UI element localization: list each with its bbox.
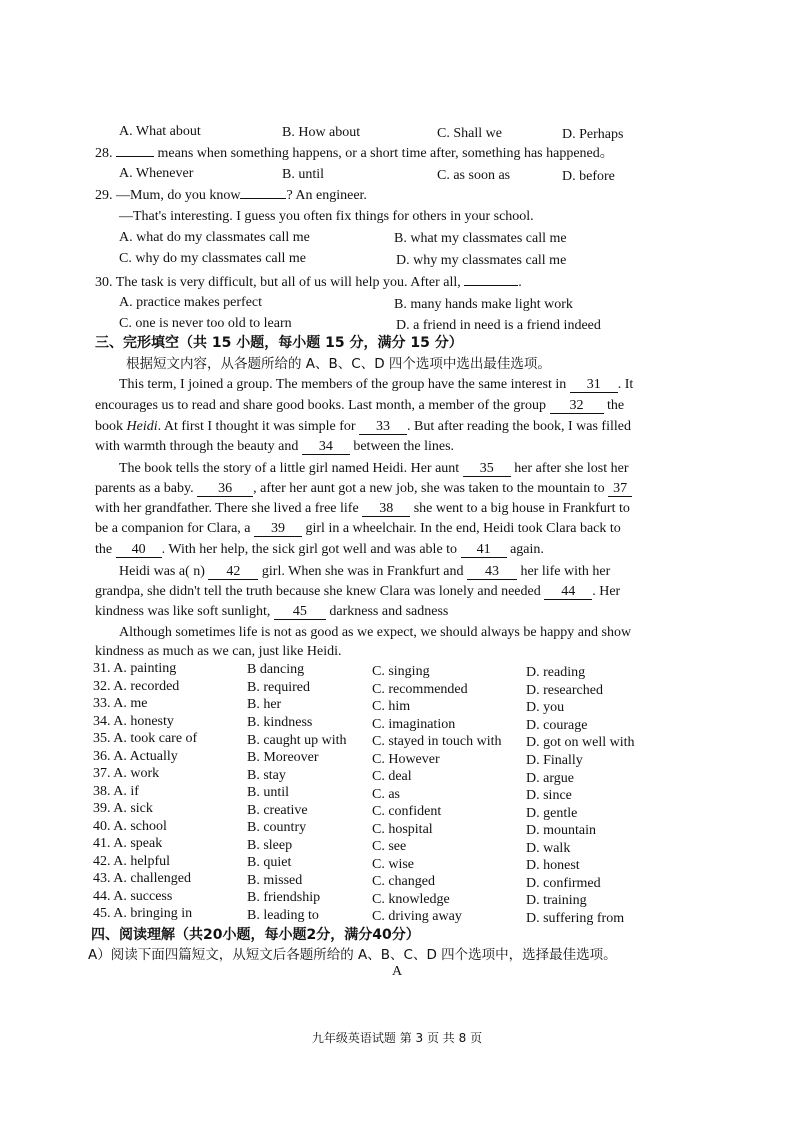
cloze-line-14: kindness as much as we can, just like Heidi. <box>95 644 342 659</box>
text: . With her help, the sick girl got well and was able to <box>161 542 458 557</box>
blank-35: 35 <box>463 462 511 477</box>
opt-41-d: D. walk <box>526 841 571 856</box>
cloze-line-12 <box>95 603 448 621</box>
opt-37-c: C. deal <box>372 769 412 784</box>
opt-36-d: D. Finally <box>526 753 583 768</box>
text: with warmth through the beauty and <box>95 439 299 454</box>
opt-37-d: D. argue <box>526 771 574 786</box>
q28-option-a: A. Whenever <box>119 166 194 181</box>
q30-option-a: A. practice makes perfect <box>119 295 263 310</box>
opt-45-a: 45. A. bringing in <box>93 906 193 921</box>
blank-31: 31 <box>570 378 618 393</box>
text: kindness was like soft sunlight, <box>95 604 271 619</box>
q29-line2: —That's interesting. I guess you often fix things for others in your school. <box>119 209 534 224</box>
q29-stem <box>95 187 367 205</box>
q29-option-c: C. why do my classmates call me <box>119 251 307 266</box>
opt-44-d: D. training <box>526 893 587 908</box>
cloze-line-13: Although sometimes life is not as good as we expect, we should always be happy and show <box>119 625 632 640</box>
q30-text: The task is very difficult, but all of us will help you. After all, <box>115 275 461 290</box>
text: her after she lost her <box>514 461 629 476</box>
cloze-line-8 <box>95 520 621 538</box>
opt-38-d: D. since <box>526 788 572 803</box>
opt-31-c: C. singing <box>372 664 430 679</box>
opt-41-c: C. see <box>372 839 407 854</box>
text: with her grandfather. There she lived a free life <box>95 501 359 516</box>
q27-option-a: A. What about <box>119 124 201 139</box>
text: . But after reading the book, I was filled <box>407 419 631 434</box>
opt-34-a: 34. A. honesty <box>93 714 174 729</box>
blank-42: 42 <box>208 565 258 580</box>
opt-34-c: C. imagination <box>372 717 456 732</box>
cloze-line-5 <box>119 460 629 478</box>
opt-41-a: 41. A. speak <box>93 836 163 851</box>
q29-number: 29. <box>95 188 113 203</box>
opt-36-a: 36. A. Actually <box>93 749 178 764</box>
cloze-line-7 <box>95 500 630 518</box>
opt-43-d: D. confirmed <box>526 876 601 891</box>
text: the <box>95 542 113 557</box>
text: grandpa, she didn't tell the truth because she knew Clara was lonely and needed <box>95 584 541 599</box>
q28-blank <box>116 156 154 157</box>
cloze-line-9 <box>95 541 544 559</box>
opt-38-a: 38. A. if <box>93 784 139 799</box>
blank-40: 40 <box>116 543 162 558</box>
opt-39-d: D. gentle <box>526 806 578 821</box>
opt-40-c: C. hospital <box>372 822 433 837</box>
q30-option-b: B. many hands make light work <box>394 297 573 312</box>
q28-option-d: D. before <box>562 169 615 184</box>
opt-32-d: D. researched <box>526 683 603 698</box>
blank-34: 34 <box>302 440 350 455</box>
blank-39: 39 <box>254 522 302 537</box>
blank-33: 33 <box>359 420 407 435</box>
opt-42-b: B. quiet <box>247 855 292 870</box>
q30-number: 30. <box>95 275 113 290</box>
opt-36-c: C. However <box>372 752 440 767</box>
opt-42-a: 42. A. helpful <box>93 854 170 869</box>
text: The book tells the story of a little girl named Heidi. Her aunt <box>119 461 460 476</box>
blank-43: 43 <box>467 565 517 580</box>
opt-33-d: D. you <box>526 700 565 715</box>
text: This term, I joined a group. The members of the group have the same interest in <box>119 377 567 392</box>
q27-option-b: B. How about <box>282 125 361 140</box>
text: encourages us to read and share good books. Last month, a member of the group <box>95 398 546 413</box>
opt-43-b: B. missed <box>247 873 303 888</box>
opt-35-d: D. got on well with <box>526 735 635 750</box>
q30-option-d: D. a friend in need is a friend indeed <box>396 318 601 333</box>
opt-32-c: C. recommended <box>372 682 468 697</box>
opt-43-c: C. changed <box>372 874 435 889</box>
opt-39-c: C. confident <box>372 804 442 819</box>
blank-38: 38 <box>362 502 410 517</box>
text: again. <box>510 542 544 557</box>
opt-44-a: 44. A. success <box>93 889 173 904</box>
blank-32: 32 <box>550 399 604 414</box>
page-footer: 九年级英语试题 第 3 页 共 8 页 <box>311 1031 483 1045</box>
opt-40-b: B. country <box>247 820 307 835</box>
text: Heidi was a( n) <box>119 564 205 579</box>
q30-option-c: C. one is never too old to learn <box>119 316 292 331</box>
q29-option-a: A. what do my classmates call me <box>119 230 310 245</box>
opt-31-a: 31. A. painting <box>93 661 177 676</box>
cloze-line-11 <box>95 583 620 601</box>
opt-42-c: C. wise <box>372 857 414 872</box>
opt-31-b: B dancing <box>247 662 305 677</box>
text: . It <box>617 377 634 392</box>
q30-blank <box>464 285 518 286</box>
text: be a companion for Clara, a <box>95 521 251 536</box>
opt-41-b: B. sleep <box>247 838 293 853</box>
opt-36-b: B. Moreover <box>247 750 319 765</box>
opt-40-d: D. mountain <box>526 823 596 838</box>
blank-41: 41 <box>461 543 507 558</box>
cloze-instruction: 根据短文内容，从各题所给的 A、B、C、D 四个选项中选出最佳选项。 <box>126 356 551 372</box>
cloze-line-3 <box>95 418 631 436</box>
q30-end: . <box>518 275 522 290</box>
text: parents as a baby. <box>95 481 194 496</box>
opt-34-d: D. courage <box>526 718 588 733</box>
cloze-line-1 <box>119 376 633 394</box>
blank-37: 37 <box>608 482 632 497</box>
text: she went to a big house in Frankfurt to <box>413 501 630 516</box>
opt-44-c: C. knowledge <box>372 892 450 907</box>
reading-heading: 四、阅读理解（共20小题，每小题2分，满分40分） <box>91 927 420 943</box>
opt-39-b: B. creative <box>247 803 308 818</box>
opt-44-b: B. friendship <box>247 890 321 905</box>
cloze-heading: 三、完形填空（共 15 小题，每小题 15 分，满分 15 分） <box>95 335 463 351</box>
q27-option-d: D. Perhaps <box>562 127 624 142</box>
opt-45-b: B. leading to <box>247 908 319 923</box>
text: . Her <box>592 584 621 599</box>
reading-instruction: A）阅读下面四篇短文，从短文后各题所给的 A、B、C、D 四个选项中，选择最佳选项。 <box>88 947 617 963</box>
passage-label: A <box>391 964 403 979</box>
text: darkness and sadness <box>329 604 449 619</box>
cloze-line-2 <box>95 397 624 415</box>
q28-stem <box>95 145 614 163</box>
q28-text: means when something happens, or a short time after, something has happened。 <box>157 146 614 161</box>
cloze-line-4 <box>95 438 454 456</box>
opt-35-b: B. caught up with <box>247 733 347 748</box>
opt-42-d: D. honest <box>526 858 580 873</box>
opt-33-c: C. him <box>372 699 411 714</box>
text: her life with her <box>520 564 611 579</box>
q28-option-c: C. as soon as <box>437 168 511 183</box>
q28-number: 28. <box>95 146 113 161</box>
q30-stem <box>95 274 522 292</box>
opt-35-c: C. stayed in touch with <box>372 734 502 749</box>
opt-34-b: B. kindness <box>247 715 313 730</box>
blank-44: 44 <box>544 585 592 600</box>
opt-32-a: 32. A. recorded <box>93 679 180 694</box>
book-title: Heidi <box>126 419 158 434</box>
blank-45: 45 <box>274 605 326 620</box>
opt-37-a: 37. A. work <box>93 766 160 781</box>
q29-line1: —Mum, do you know <box>116 188 241 203</box>
q29-option-d: D. why my classmates call me <box>396 253 567 268</box>
q27-option-c: C. Shall we <box>437 126 502 141</box>
q28-option-b: B. until <box>282 167 325 182</box>
opt-40-a: 40. A. school <box>93 819 167 834</box>
text: , after her aunt got a new job, she was taken to the mountain to <box>253 481 605 496</box>
opt-31-d: D. reading <box>526 665 586 680</box>
cloze-line-10 <box>119 563 610 581</box>
text: between the lines. <box>353 439 455 454</box>
opt-37-b: B. stay <box>247 768 286 783</box>
text: girl in a wheelchair. In the end, Heidi took Clara back to <box>305 521 621 536</box>
opt-39-a: 39. A. sick <box>93 801 153 816</box>
opt-45-d: D. suffering from <box>526 911 625 926</box>
q29-blank <box>240 198 286 199</box>
opt-38-b: B. until <box>247 785 290 800</box>
text: girl. When she was in Frankfurt and <box>261 564 464 579</box>
text: the <box>607 398 625 413</box>
opt-35-a: 35. A. took care of <box>93 731 198 746</box>
blank-36: 36 <box>197 482 253 497</box>
text: . At first I thought it was simple for <box>157 419 356 434</box>
q29-line1-end: ? An engineer. <box>286 188 367 203</box>
opt-33-a: 33. A. me <box>93 696 148 711</box>
opt-38-c: C. as <box>372 787 400 802</box>
opt-45-c: C. driving away <box>372 909 462 924</box>
q29-option-b: B. what my classmates call me <box>394 231 567 246</box>
opt-33-b: B. her <box>247 697 282 712</box>
cloze-line-6 <box>95 480 632 498</box>
opt-43-a: 43. A. challenged <box>93 871 191 886</box>
text: book <box>95 419 123 434</box>
opt-32-b: B. required <box>247 680 310 695</box>
